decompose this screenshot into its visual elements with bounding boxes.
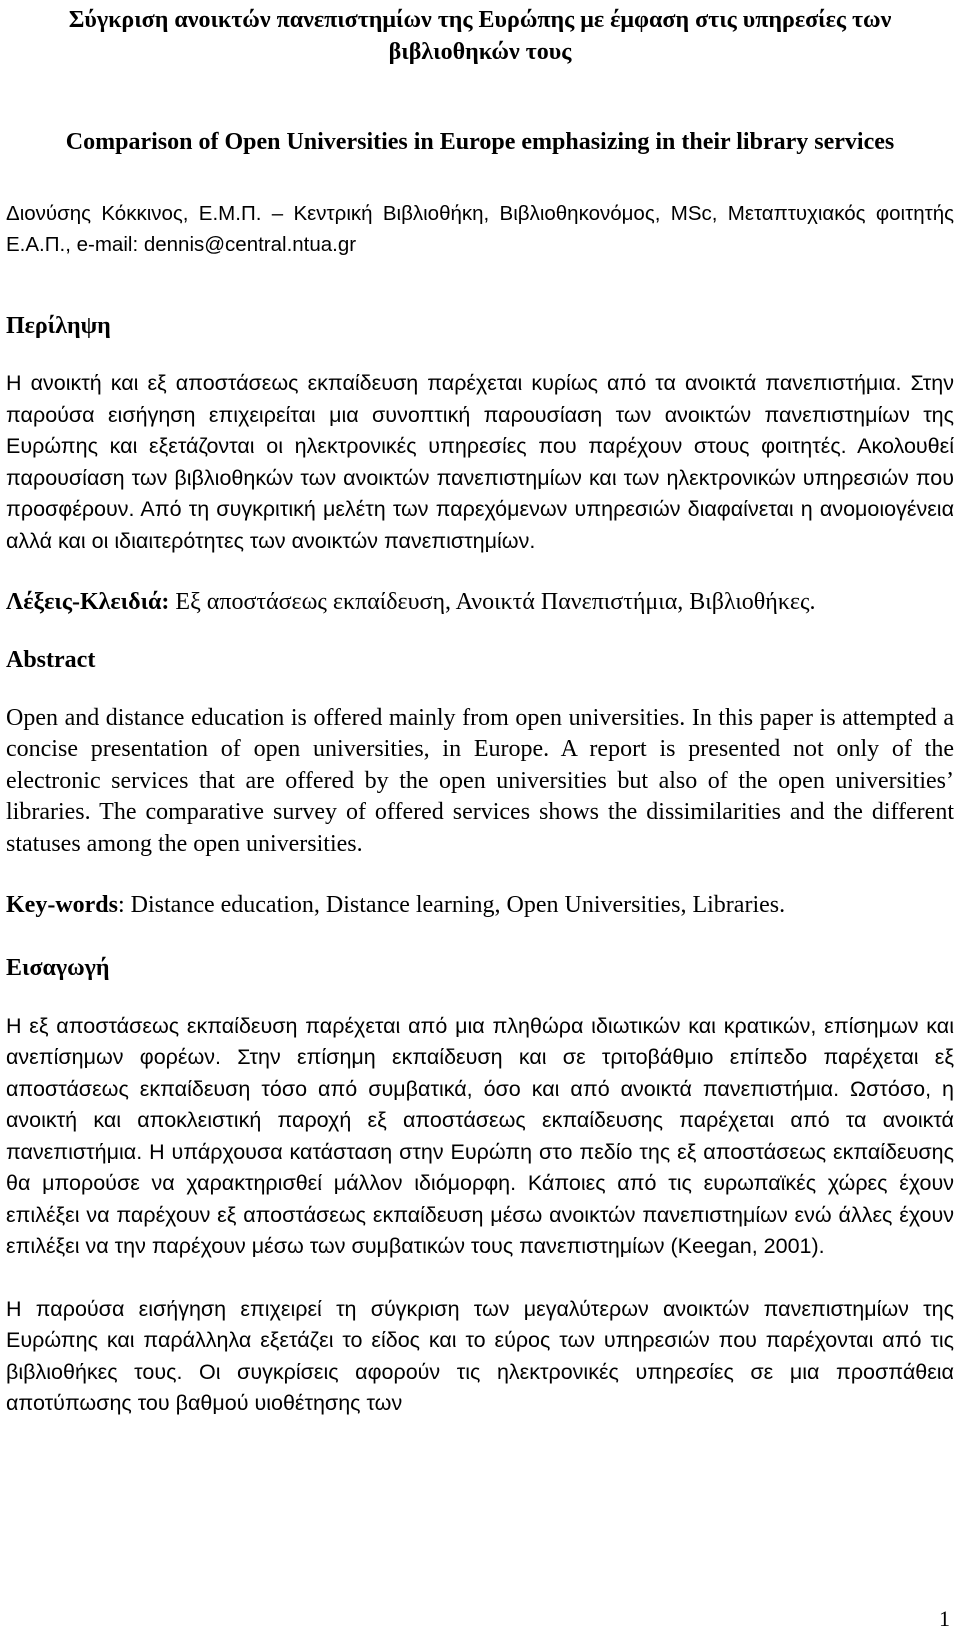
greek-keywords-text: Εξ αποστάσεως εκπαίδευση, Ανοικτά Πανεπιστήμια, Βιβλιοθήκες. (169, 589, 816, 615)
greek-keywords (6, 587, 954, 619)
english-abstract-heading: Abstract (6, 646, 96, 673)
english-keywords (6, 890, 954, 922)
introduction-heading: Εισαγωγή (6, 954, 110, 981)
greek-title: Σύγκριση ανοικτών πανεπιστημίων της Ευρώπης με έμφαση στις υπηρεσίες των βιβλιοθηκών τους (68, 7, 892, 65)
introduction-paragraph-1: Η εξ αποστάσεως εκπαίδευση παρέχεται από μια πληθώρα ιδιωτικών και κρατικών, επίσημων και ανεπίσημων φορέων. Στην επίσημη εκπαίδευση και σε τριτοβάθμιο επίπεδο παρέχεται εξ αποστάσεως εκπαίδευση τόσο από συμβατικά, όσο και από ανοικτά πανεπιστήμια. Ωστόσο, η ανοικτή και αποκλειστική παροχή εξ αποστάσεως εκπαίδευσης παρέχεται από τα ανοικτά πανεπιστήμια. Η υπάρχουσα κατάσταση στην Ευρώπη στο πεδίο της εξ αποστάσεως εκπαίδευσης θα μπορούσε να χαρακτηρισθεί μάλλον ιδιόμορφη. Κάποιες από τις ευρωπαϊκές χώρες έχουν επιλέξει να παρέχουν εξ αποστάσεως εκπαίδευση μέσω ανοικτών πανεπιστημίων ενώ άλλες έχουν επιλέξει να την παρέχουν μέσω των συμβατικών τους πανεπιστημίων (Keegan, 2001). (6, 1013, 954, 1258)
document-page (6, 0, 954, 1420)
english-title: Comparison of Open Universities in Europe emphasizing in their library services (65, 129, 895, 155)
greek-abstract-text: Η ανοικτή και εξ αποστάσεως εκπαίδευση παρέχεται κυρίως από τα ανοικτά πανεπιστήμια. Στην παρούσα εισήγηση επιχειρείται μια συνοπτική παρουσίαση των ανοικτών πανεπιστημίων της Ευρώπης και εξετάζονται οι ηλεκτρονικές υπηρεσίες που παρέχουν στους φοιτητές. Ακολουθεί παρουσίαση των βιβλιοθηκών των ανοικτών πανεπιστημίων και των ηλεκτρονικών υπηρεσιών που προσφέρουν. Από τη συγκριτική μελέτη των παρεχόμενων υπηρεσιών διαφαίνεται η ανομοιογένεια αλλά και οι ιδιαιτερότητες των ανοικτών πανεπιστημίων. (6, 371, 954, 553)
greek-abstract-heading: Περίληψη (6, 313, 111, 339)
english-keywords-label: Key-words (6, 892, 118, 918)
introduction-paragraph-2: Η παρούσα εισήγηση επιχειρεί τη σύγκριση των μεγαλύτερων ανοικτών πανεπιστημίων της Ευρώπης και παράλληλα εξετάζει το είδος και το εύρος των υπηρεσιών που παρέχονται από τις βιβλιοθήκες τους. Οι συγκρίσεις αφορούν τις ηλεκτρονικές υπηρεσίες σε μια προσπάθεια αποτύπωσης του βαθμού υιοθέτησης των (6, 1296, 954, 1415)
author-affiliation: Διονύσης Κόκκινος, Ε.Μ.Π. – Κεντρική Βιβλιοθήκη, Βιβλιοθηκονόμος, MSc, Μεταπτυχιακός φοιτητής Ε.Α.Π., e-mail: dennis@central.ntua.gr (6, 202, 954, 256)
page-number: 1 (939, 1606, 950, 1631)
greek-keywords-label: Λέξεις-Κλειδιά: (6, 589, 170, 615)
english-abstract-text: Open and distance education is offered mainly from open universities. In this paper is attempted a concise presentation of open universities, in Europe. A report is presented not only of the electronic services that are offered by the open universities but also of the open universities’ libraries. The comparative survey of offered services shows the dissimilarities and the different statuses among the open universities. (6, 704, 954, 857)
english-keywords-text: : Distance education, Distance learning, Open Universities, Libraries. (117, 892, 786, 918)
